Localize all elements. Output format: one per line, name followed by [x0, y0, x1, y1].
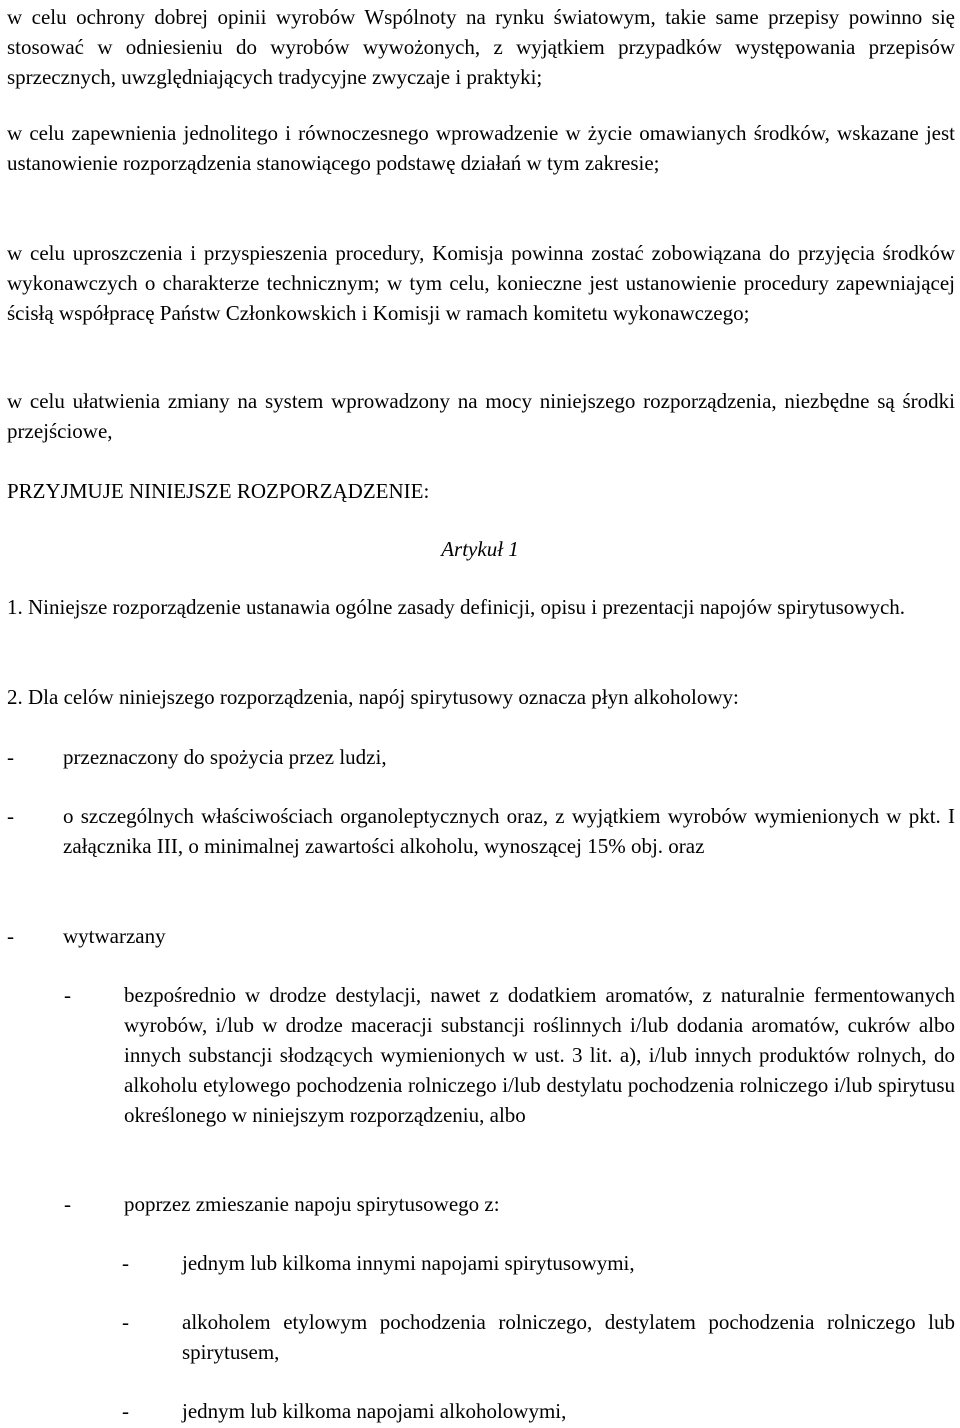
sublist-item-mixing [64, 1189, 955, 1219]
dash-bullet: - [64, 1192, 71, 1216]
list-item-text: poprzez zmieszanie napoju spirytusowego z: [124, 1192, 500, 1216]
dash-bullet: - [122, 1399, 129, 1423]
dash-bullet: - [7, 804, 14, 828]
dash-bullet: - [7, 924, 14, 948]
list-item-organoleptic [7, 801, 955, 861]
list-item-text: jednym lub kilkoma napojami alkoholowymi, [182, 1399, 567, 1423]
sublist-item-distillation [64, 980, 955, 1130]
dash-bullet: - [122, 1310, 129, 1334]
recital-transitional-measures: w celu ułatwienia zmiany na system wprowadzony na mocy niniejszego rozporządzenia, niezbędne są środki przejściowe, [7, 389, 955, 443]
article-point-1: 1. Niniejsze rozporządzenie ustanawia ogólne zasady definicji, opisu i prezentacji napojów spirytusowych. [7, 595, 906, 619]
article-title: Artykuł 1 [441, 537, 519, 561]
recital-commission-procedure: w celu uproszczenia i przyspieszenia procedury, Komisja powinna zostać zobowiązana do przyjęcia środków wykonawczych o charakterze technicznym; w tym celu, konieczne jest ustanowienie procedury zapewniającej ścisłą współpracę Państw Członkowskich i Komisji w ramach komitetu wykonawczego; [7, 241, 955, 325]
list-item-text: alkoholem etylowym pochodzenia rolniczego, destylatem pochodzenia rolniczego lub spirytusem, [182, 1310, 955, 1364]
list-item-for-human-consumption [7, 742, 955, 772]
list-item-text: wytwarzany [63, 924, 166, 948]
subsublist-item-alcoholic-drinks [122, 1396, 955, 1426]
subsublist-item-ethyl-alcohol [122, 1307, 955, 1367]
recital-uniform-implementation: w celu zapewnienia jednolitego i równoczesnego wprowadzenie w życie omawianych środków, wskazane jest ustanowienie rozporządzenia stanowiącego podstawę działań w tym zakresie; [7, 121, 955, 175]
list-item-produced [7, 921, 955, 951]
dash-bullet: - [7, 745, 14, 769]
dash-bullet: - [122, 1251, 129, 1275]
list-item-text: bezpośrednio w drodze destylacji, nawet z dodatkiem aromatów, z naturalnie fermentowanych wyrobów, i/lub w drodze maceracji substancji roślinnych i/lub dodania aromatów, cukrów albo innych substancji słodzących wymienionych w ust. 3 lit. a), i/lub innych produktów rolnych, do alkoholu etylowego pochodzenia rolniczego i/lub destylatu pochodzenia rolniczego i/lub spirytusu określonego w niniejszym rozporządzeniu, albo [124, 983, 955, 1127]
subsublist-item-spirit-drinks [122, 1248, 955, 1278]
enactment-formula: PRZYJMUJE NINIEJSZE ROZPORZĄDZENIE: [7, 479, 430, 503]
list-item-text: o szczególnych właściwościach organoleptycznych oraz, z wyjątkiem wyrobów wymienionych w pkt. I załącznika III, o minimalnej zawartości alkoholu, wynoszącej 15% obj. oraz [63, 804, 955, 858]
list-item-text: przeznaczony do spożycia przez ludzi, [63, 745, 387, 769]
article-point-2: 2. Dla celów niniejszego rozporządzenia, napój spirytusowy oznacza płyn alkoholowy: [7, 685, 739, 709]
recital-export-rules: w celu ochrony dobrej opinii wyrobów Wspólnoty na rynku światowym, takie same przepisy powinno się stosować w odniesieniu do wyrobów wywożonych, z wyjątkiem przypadków występowania przepisów sprzecznych, uwzględniających tradycyjne zwyczaje i praktyki; [7, 5, 955, 89]
dash-bullet: - [64, 983, 71, 1007]
list-item-text: jednym lub kilkoma innymi napojami spirytusowymi, [182, 1251, 635, 1275]
